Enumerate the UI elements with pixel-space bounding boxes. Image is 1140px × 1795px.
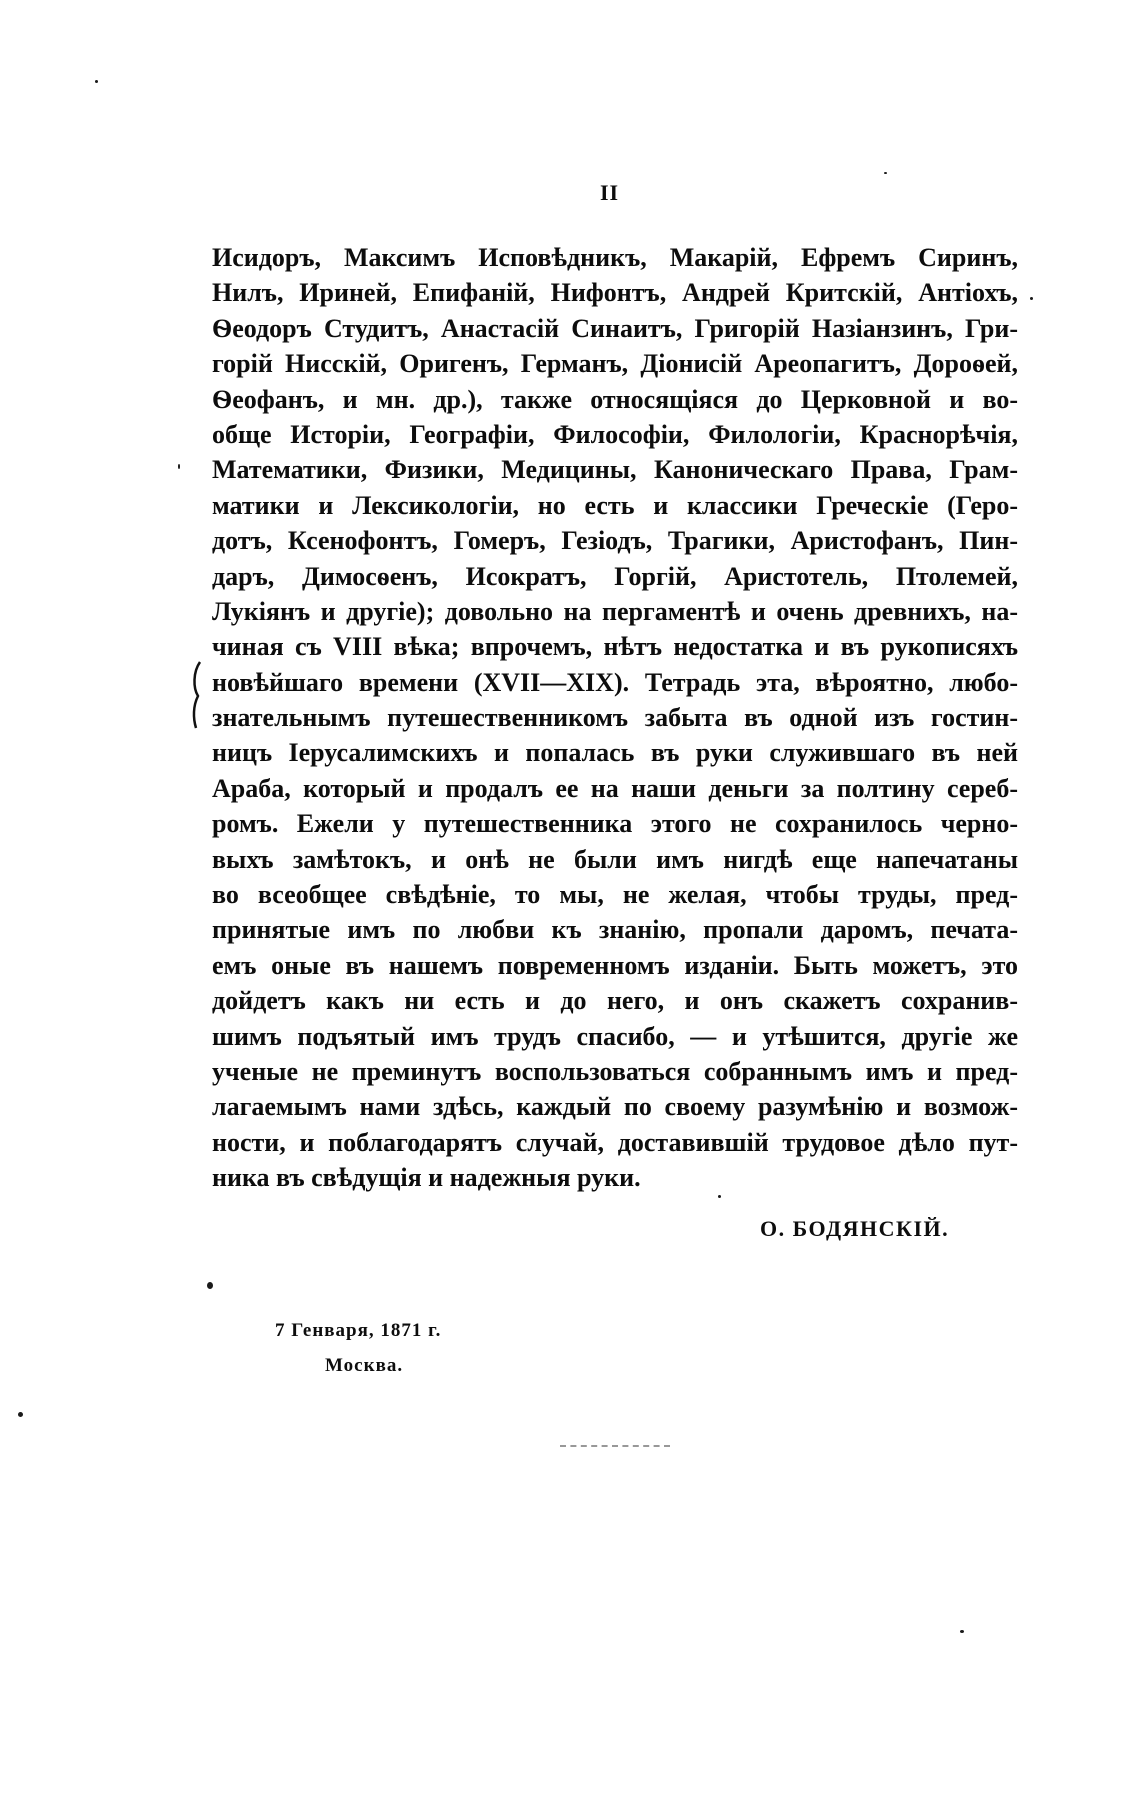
- print-speck: [18, 1412, 23, 1417]
- text-line: шимъ подъятый имъ трудъ спасибо, — и утѣшится, другіе же: [212, 1021, 1018, 1051]
- print-speck: [207, 1282, 213, 1289]
- text-line: лагаемымъ нами здѣсь, каждый по своему разумѣнію и возмож-: [212, 1092, 1018, 1122]
- text-line: обще Исторіи, Географіи, Философіи, Филологіи, Краснорѣчія,: [212, 419, 1018, 449]
- text-line: знательнымъ путешественникомъ забыта въ одной изъ гостин-: [212, 703, 1018, 733]
- print-speck: [178, 464, 180, 469]
- text-line: Исидоръ, Максимъ Исповѣдникъ, Макарій, Ефремъ Сиринъ,: [212, 243, 1018, 272]
- print-speck: [884, 172, 887, 174]
- print-speck: [718, 1195, 721, 1198]
- place-line: Москва.: [325, 1355, 404, 1376]
- text-line: Нилъ, Ириней, Епифаній, Нифонтъ, Андрей Критскій, Антіохъ,: [212, 278, 1018, 308]
- date-line: 7 Генваря, 1871 г.: [275, 1320, 442, 1341]
- text-line: дотъ, Ксенофонтъ, Гомеръ, Гезіодъ, Трагики, Аристофанъ, Пин-: [212, 526, 1018, 556]
- text-line: ника въ свѣдущія и надежныя руки.: [212, 1163, 641, 1193]
- text-line: ромъ. Ежели у путешественника этого не сохранилось черно-: [212, 809, 1018, 839]
- dashed-rule: [560, 1445, 670, 1449]
- text-line: Ѳеодоръ Студитъ, Анастасій Синаитъ, Григорій Назіанзинъ, Гри-: [212, 313, 1018, 343]
- margin-bracket-mark: [190, 660, 204, 730]
- text-line: Математики, Физики, Медицины, Каноническаго Права, Грам-: [212, 455, 1018, 485]
- text-line: принятые имъ по любви къ знанію, пропали даромъ, печата-: [212, 915, 1018, 945]
- text-line: во всеобщее свѣдѣніе, то мы, не желая, чтобы труды, пред-: [212, 880, 1018, 910]
- text-line: Араба, который и продалъ ее на наши деньги за полтину сереб-: [212, 773, 1018, 803]
- text-line: выхъ замѣтокъ, и онѣ не были имъ нигдѣ еще напечатаны: [212, 844, 1018, 874]
- text-line: ности, и поблагодарятъ случай, доставившій трудовое дѣло пут-: [212, 1127, 1018, 1157]
- print-speck: [1030, 297, 1033, 300]
- text-line: горій Нисскій, Оригенъ, Германъ, Діонисій Ареопагитъ, Дороѳей,: [212, 349, 1018, 379]
- text-line: ницъ Іерусалимскихъ и попалась въ руки служившаго въ ней: [212, 738, 1018, 768]
- print-speck: [95, 80, 98, 83]
- page-number: II: [600, 180, 620, 205]
- text-line: ученые не преминутъ воспользоваться собраннымъ имъ и пред-: [212, 1056, 1018, 1086]
- text-line: емъ оные въ нашемъ повременномъ изданіи. Быть можетъ, это: [212, 950, 1018, 980]
- body-text: [212, 240, 1018, 1196]
- text-line: матики и Лексикологіи, но есть и классики Греческіе (Геро-: [212, 490, 1018, 520]
- print-speck: [960, 1630, 964, 1633]
- author-signature: О. БОДЯНСКІЙ.: [760, 1216, 950, 1241]
- text-line: Ѳеофанъ, и мн. др.), также относящіяся до Церковной и во-: [212, 384, 1018, 414]
- text-line: чиная съ VIII вѣка; впрочемъ, нѣтъ недостатка и въ рукописяхъ: [212, 632, 1018, 662]
- text-line: дойдетъ какъ ни есть и до него, и онъ скажетъ сохранив-: [212, 986, 1018, 1016]
- text-line: новѣйшаго времени (XVII—XIX). Тетрадь эта, вѣроятно, любо-: [212, 667, 1018, 697]
- text-line: даръ, Димосѳенъ, Исократъ, Горгій, Аристотель, Птолемей,: [212, 561, 1018, 591]
- text-line: Лукіянъ и другіе); довольно на пергаментѣ и очень древнихъ, на-: [212, 596, 1018, 626]
